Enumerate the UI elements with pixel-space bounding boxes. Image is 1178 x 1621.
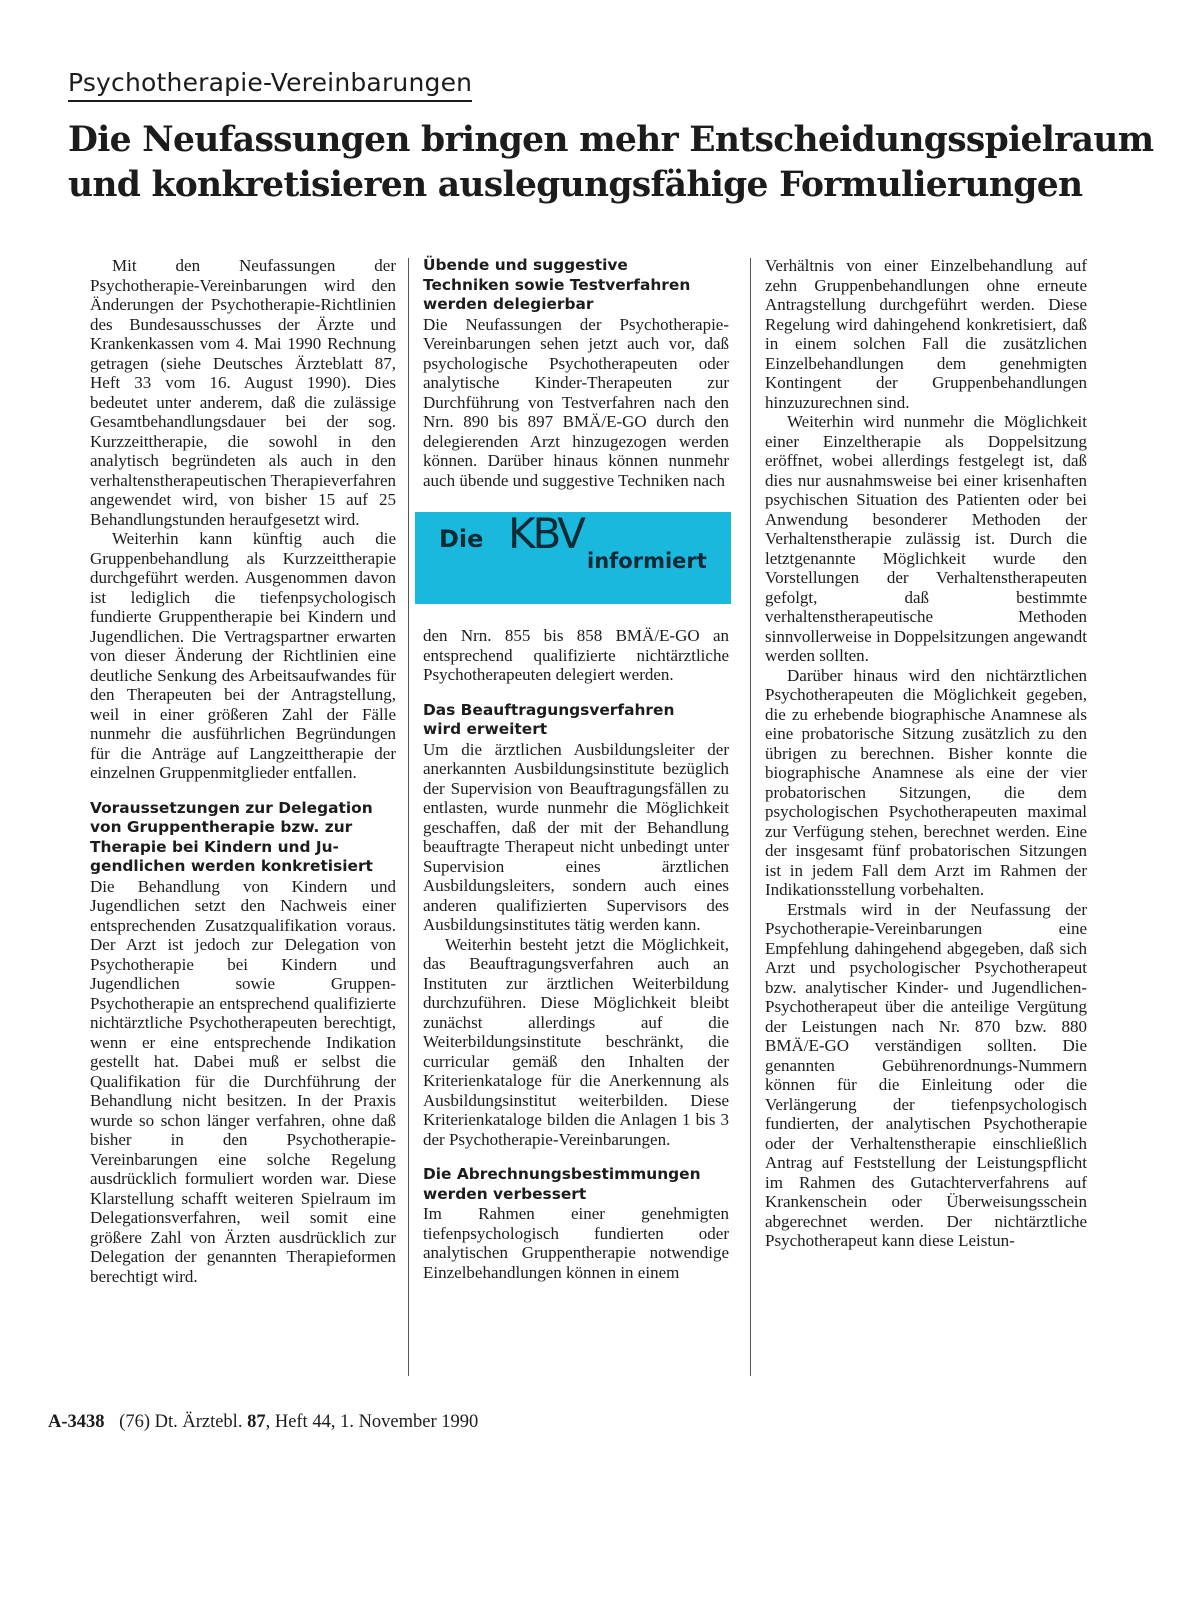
subheading-line: Voraussetzungen zur Delegation: [90, 798, 373, 817]
kbv-logo-word: informiert: [587, 549, 707, 573]
paragraph: den Nrn. 855 bis 858 BMÄ/E-GO an entsprechend qualifizierte nichtärztliche Psychotherapeuten delegiert werden.: [423, 626, 729, 684]
subheading-line: Therapie bei Kindern und Ju-: [90, 837, 339, 856]
paragraph: Verhältnis von einer Einzelbehandlung auf zehn Gruppenbehandlungen ohne erneute Antragstellung durchgeführt werden. Diese Regelung wird dahingehend konkretisiert, daß in einem solchen Fall die zusätzlichen Einzelbehandlungen dem genehmigten Kontingent der Gruppenbehandlungen hinzuzurechnen sind.: [765, 256, 1087, 412]
subheading-line: Das Beauftragungsverfahren: [423, 700, 675, 719]
column-3: [765, 256, 1087, 1251]
page-footer: [48, 1412, 478, 1433]
column-rule: [750, 258, 751, 1376]
headline: [68, 118, 1154, 208]
paragraph: Die Neufassungen der Psychotherapie-Vereinbarungen sehen jetzt auch vor, daß psychologische Psychotherapeuten oder analytische Kinder-Therapeuten zur Durchführung von Testverfahren nach den Nrn. 890 bis 897 BMÄ/E-GO durch den delegierenden Arzt hinzugezogen werden können. Darüber hinaus können nunmehr auch übende und suggestive Techniken nach: [423, 314, 729, 490]
subheading-line: Techniken sowie Testverfahren: [423, 275, 691, 294]
section-rubric: Psychotherapie-Vereinbarungen: [68, 68, 472, 102]
subheading-line: gendlichen werden konkretisiert: [90, 857, 373, 875]
subheading: [423, 701, 729, 740]
headline-line-2: und konkretisieren auslegungsfähige Formulierungen: [68, 165, 1083, 205]
subheading-line: werden delegierbar: [423, 295, 594, 313]
paragraph: Die Behandlung von Kindern und Jugendlichen setzt den Nachweis einer entsprechenden Zusatzqualifikation voraus. Der Arzt ist jedoch zur Delegation von Psychotherapie bei Kindern und Jugendlichen sowie Gruppen-Psychotherapie an entsprechend qualifizierte nichtärztliche Psychotherapeuten berechtigt, wenn er eine entsprechende Indikation gestellt hat. Dabei muß er selbst die Qualifikation für die Durchführung der Behandlung nicht besitzen. In der Praxis wurde so schon länger verfahren, ohne daß bisher in den Psychotherapie-Vereinbarungen eine solche Regelung ausdrücklich formuliert worden war. Diese Klarstellung schafft weiteren Spielraum im Delegationsverfahren, weil somit eine größere Zahl von Ärzten ausdrücklich zur Delegation der genannten Therapieformen berechtigt wird.: [90, 876, 396, 1286]
paragraph: Im Rahmen einer genehmigten tiefenpsychologisch fundierten oder analytischen Gruppentherapie notwendige Einzelbehandlungen können in einem: [423, 1204, 729, 1282]
headline-line-1: Die Neufassungen bringen mehr Entscheidungsspielraum: [68, 120, 1154, 160]
subheading: [90, 799, 396, 877]
paragraph: Weiterhin besteht jetzt die Möglichkeit, das Beauftragungsverfahren auch an Instituten zur ärztlichen Weiterbildung durchzuführen. Diese Möglichkeit bleibt zunächst allerdings auf die Weiterbildungsinstitute beschränkt, die curricular gemäß den Inhalten der Kriterienkataloge für die Anerkennung als Ausbildungsinstitut weiterbilden. Diese Kriterienkataloge bilden die Anlagen 1 bis 3 der Psychotherapie-Vereinbarungen.: [423, 934, 729, 1149]
subheading-line: werden verbessert: [423, 1184, 587, 1203]
subheading-line: Übende und suggestive: [423, 256, 628, 274]
paragraph: Um die ärztlichen Ausbildungsleiter der anerkannten Ausbildungsinstitute bezüglich der Supervision von Beauftragungsfällen zu entlasten, wurde nunmehr die Möglichkeit geschaffen, daß der mit der Behandlung beauftragte Therapeut nicht unbedingt unter Supervision eines ärztlichen Ausbildungsleiters, sondern auch eines anderen qualifizierten Supervisors des Ausbildungsinstitutes tätig werden kann.: [423, 739, 729, 934]
paragraph: Darüber hinaus wird den nichtärztlichen Psychotherapeuten die Möglichkeit gegeben, die zu erhebende biographische Anamnese als eine probatorische Sitzung zusätzlich zu den übrigen zu berechnen. Bisher konnte die biographische Anamnese als eine der vier probatorischen Sitzungen, die dem psychologischen Psychotherapeuten maximal zur Verfügung stehen, berechnet werden. Eine der insgesamt fünf probatorischen Sitzungen ist in jedem Fall dem Arzt im Rahmen der Indikationsstellung vorbehalten.: [765, 665, 1087, 899]
journal-issue: , Heft 44, 1. November 1990: [265, 1412, 479, 1432]
subheading: [423, 1165, 729, 1204]
paragraph: Mit den Neufassungen der Psychotherapie-Vereinbarungen wird den Änderungen der Psychotherapie-Richtlinien des Bundesausschusses der Ärzte und Krankenkassen vom 4. Mai 1990 Rechnung getragen (siehe Deutsches Ärzteblatt 87, Heft 33 vom 16. August 1990). Dies bedeutet unter anderem, daß die zulässige Gesamtbehandlungsdauer bei der sog. Kurzzeittherapie, die sowohl in den analytisch begründeten als auch in den verhaltenstherapeutischen Therapieverfahren angewendet wird, von bisher 15 auf 25 Behandlungstunden heraufgesetzt wird.: [90, 256, 396, 529]
paragraph: Weiterhin wird nunmehr die Möglichkeit einer Einzeltherapie als Doppelsitzung eröffnet, wobei allerdings festgelegt ist, daß dies nur ausnahmsweise bei einer krisenhaften psychischen Situation des Patienten oder bei Anwendung besonderer Methoden der Verhaltenstherapie zulässig ist. Durch die letztgenannte Möglichkeit wurde den Vorstellungen der Verhaltenstherapeuten gefolgt, daß bestimmte verhaltenstherapeutische Methoden sinnvollerweise in Doppelsitzungen angewandt werden sollten.: [765, 412, 1087, 665]
column-2: [423, 256, 729, 1282]
kbv-logo-mark: KBV: [508, 512, 583, 558]
subheading-line: wird erweitert: [423, 720, 548, 738]
subheading: [423, 256, 729, 315]
column-1: [90, 256, 396, 1286]
column-rule: [408, 258, 409, 1376]
journal-ref: (76) Dt. Ärztebl.: [119, 1412, 243, 1432]
paragraph: Erstmals wird in der Neufassung der Psychotherapie-Vereinbarungen eine Empfehlung dahingehend abgegeben, daß sich Arzt und psychologischer Psychotherapeut bzw. analytischer Kinder- und Jugendlichen-Psychotherapeut über die anteilige Vergütung der Leistungen nach Nr. 870 bzw. 880 BMÄ/E-GO verständigen sollten. Die genannten Gebührenordnungs-Nummern können für die Einleitung oder die Verlängerung der tiefenpsychologisch fundierten, der analytischen Psychotherapie oder der Verhaltenstherapie einschließlich Antrag auf Feststellung der Leistungspflicht im Rahmen des Gutachterverfahrens auf Krankenschein oder Überweisungsschein abgerechnet werden. Der nichtärztliche Psychotherapeut kann diese Leistun-: [765, 899, 1087, 1250]
page-number: A-3438: [48, 1412, 105, 1432]
kbv-info-logo: [415, 512, 731, 604]
paragraph: Weiterhin kann künftig auch die Gruppenbehandlung als Kurzzeittherapie durchgeführt werden. Ausgenommen davon ist lediglich die tiefenpsychologisch fundierte Gruppentherapie bei Kindern und Jugendlichen. Die Vertragspartner erwarten von dieser Änderung der Richtlinien eine deutliche Senkung des Arbeitsaufwandes für den Therapeuten bei der Antragstellung, weil in einer größeren Zahl der Fälle nunmehr die ausführlichen Begründungen für die Anträge auf Langzeittherapie der einzelnen Gruppenmitglieder entfallen.: [90, 529, 396, 782]
kbv-logo-word: Die: [439, 525, 484, 553]
subheading-line: Die Abrechnungsbestimmungen: [423, 1165, 701, 1183]
subheading-line: von Gruppentherapie bzw. zur: [90, 818, 353, 836]
journal-volume: 87: [247, 1412, 266, 1432]
